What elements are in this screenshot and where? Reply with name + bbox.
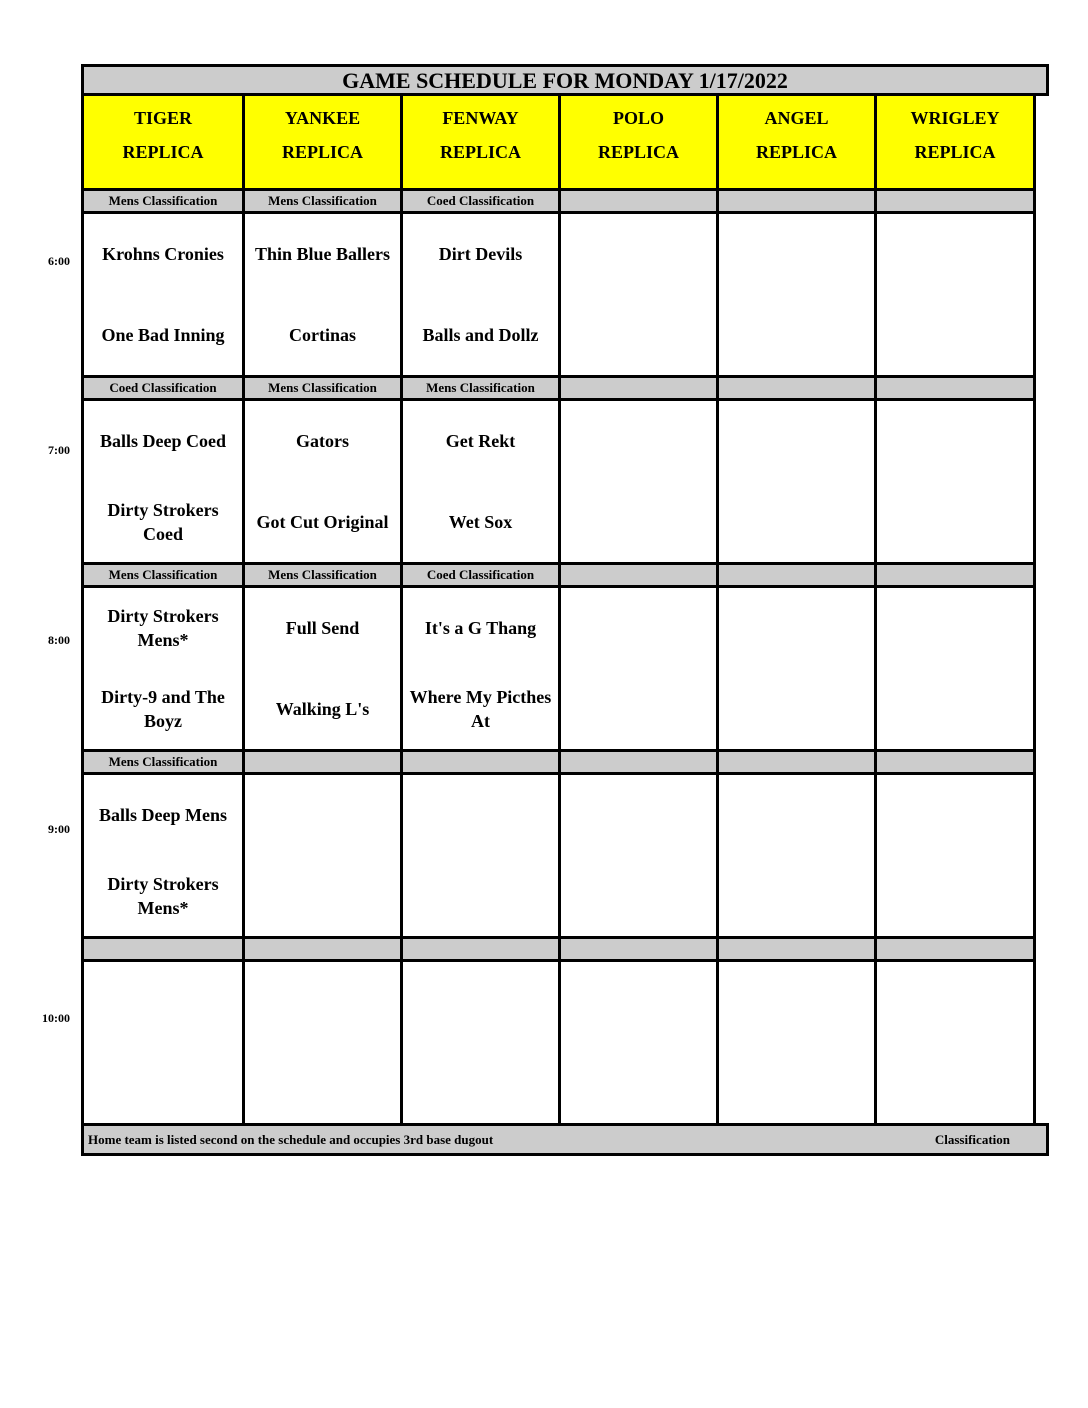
field-name: POLO [612, 108, 664, 128]
schedule-table [81, 64, 1049, 1156]
game-cell [242, 772, 403, 939]
home-team: Walking L's [275, 698, 370, 719]
game-cell [558, 398, 719, 565]
away-team [719, 588, 874, 669]
time-label: 10:00 [42, 1011, 70, 1025]
game-cell [81, 398, 245, 565]
footer-classification: Classification [934, 1132, 1010, 1147]
home-team [877, 669, 1033, 750]
home-team [719, 295, 874, 376]
away-team: Full Send [285, 618, 360, 639]
home-team [561, 1043, 716, 1124]
away-team [719, 775, 874, 856]
game-cell [716, 772, 877, 939]
games-row [81, 962, 1049, 1126]
field-header-tiger [81, 93, 245, 191]
field-header-row [81, 96, 1049, 191]
field-name: YANKEE [284, 108, 361, 128]
game-cell [81, 772, 245, 939]
home-team: Where My Picthes At [409, 686, 552, 731]
game-cell [874, 585, 1036, 752]
home-team: One Bad Inning [101, 324, 225, 345]
home-team [561, 482, 716, 563]
home-team [877, 1043, 1033, 1124]
game-cell [81, 959, 245, 1126]
game-cell [558, 959, 719, 1126]
away-team [245, 962, 400, 1043]
schedule-title: GAME SCHEDULE FOR MONDAY 1/17/2022 [81, 64, 1049, 96]
classification-cell: Mens Classification [242, 375, 403, 401]
field-header-polo [558, 93, 719, 191]
classification-cell: Mens Classification [242, 562, 403, 588]
away-team [561, 401, 716, 482]
field-subtitle: REPLICA [914, 142, 996, 162]
away-team [877, 401, 1033, 482]
game-cell [81, 585, 245, 752]
classification-cell: Mens Classification [400, 375, 561, 401]
home-team [877, 856, 1033, 937]
game-cell [81, 211, 245, 378]
home-team: Dirty-9 and The Boyz [101, 686, 225, 731]
game-cell [558, 585, 719, 752]
game-cell [400, 585, 561, 752]
away-team [561, 962, 716, 1043]
home-team [719, 482, 874, 563]
away-team [877, 588, 1033, 669]
home-team: Got Cut Original [256, 511, 389, 532]
home-team [403, 856, 558, 937]
game-cell [874, 211, 1036, 378]
classification-cell: Coed Classification [81, 375, 245, 401]
home-team: Balls and Dollz [422, 324, 539, 345]
away-team [561, 214, 716, 295]
away-team [561, 588, 716, 669]
home-team [877, 482, 1033, 563]
time-label: 9:00 [48, 822, 70, 836]
field-name: FENWAY [442, 108, 519, 128]
away-team: Thin Blue Ballers [254, 244, 391, 265]
home-team [877, 295, 1033, 376]
away-team: Krohns Cronies [102, 244, 224, 265]
away-team: Dirty Strokers Mens* [107, 606, 219, 651]
game-cell [400, 211, 561, 378]
home-team [561, 295, 716, 376]
classification-cell: Coed Classification [400, 188, 561, 214]
time-label: 7:00 [48, 443, 70, 457]
schedule-footer [81, 1123, 1049, 1156]
games-row [81, 588, 1049, 752]
field-subtitle: REPLICA [281, 142, 363, 162]
time-slots [81, 191, 1049, 1126]
away-team [403, 775, 558, 856]
home-team [403, 1043, 558, 1124]
away-team [84, 962, 242, 1043]
game-cell [242, 398, 403, 565]
field-header-yankee [242, 93, 403, 191]
home-team [719, 1043, 874, 1124]
game-cell [400, 959, 561, 1126]
game-cell [558, 772, 719, 939]
home-team: Dirty Strokers Mens* [107, 873, 219, 918]
away-team: Dirt Devils [438, 244, 523, 265]
home-team: Cortinas [289, 324, 356, 345]
home-team [561, 856, 716, 937]
away-team: Gators [296, 431, 349, 452]
game-cell [400, 398, 561, 565]
home-team [719, 856, 874, 937]
field-subtitle: REPLICA [439, 142, 521, 162]
game-cell [242, 959, 403, 1126]
home-team: Dirty Strokers Coed [107, 499, 219, 544]
away-team [403, 962, 558, 1043]
game-cell [242, 211, 403, 378]
field-header-wrigley [874, 93, 1036, 191]
home-team-note: Home team is listed second on the schedule and occupies 3rd base dugout [88, 1132, 494, 1147]
away-team [561, 775, 716, 856]
game-cell [716, 959, 877, 1126]
home-team [245, 1043, 400, 1124]
classification-cell: Mens Classification [81, 188, 245, 214]
home-team [561, 669, 716, 750]
away-team: It's a G Thang [424, 618, 537, 639]
away-team: Balls Deep Coed [100, 431, 226, 452]
home-team [245, 856, 400, 937]
games-row [81, 401, 1049, 565]
field-header-angel [716, 93, 877, 191]
away-team [719, 401, 874, 482]
field-name: TIGER [133, 108, 193, 128]
field-subtitle: REPLICA [597, 142, 679, 162]
classification-cell: Coed Classification [400, 562, 561, 588]
away-team [245, 775, 400, 856]
game-cell [874, 398, 1036, 565]
home-team: Wet Sox [448, 511, 513, 532]
games-row [81, 214, 1049, 378]
away-team: Balls Deep Mens [99, 805, 227, 826]
game-cell [874, 959, 1036, 1126]
home-team [84, 1043, 242, 1124]
field-name: ANGEL [764, 108, 829, 128]
field-subtitle: REPLICA [122, 142, 204, 162]
home-team [719, 669, 874, 750]
away-team [719, 214, 874, 295]
games-row [81, 775, 1049, 939]
game-cell [716, 585, 877, 752]
game-cell [558, 211, 719, 378]
away-team [877, 962, 1033, 1043]
classification-cell: Mens Classification [81, 749, 245, 775]
game-cell [242, 585, 403, 752]
time-label: 8:00 [48, 633, 70, 647]
field-header-fenway [400, 93, 561, 191]
field-subtitle: REPLICA [755, 142, 837, 162]
away-team [719, 962, 874, 1043]
classification-cell: Mens Classification [242, 188, 403, 214]
game-cell [874, 772, 1036, 939]
time-label: 6:00 [48, 254, 70, 268]
field-name: WRIGLEY [910, 108, 1000, 128]
game-cell [716, 398, 877, 565]
away-team: Get Rekt [445, 431, 516, 452]
away-team [877, 775, 1033, 856]
game-cell [400, 772, 561, 939]
classification-cell: Mens Classification [81, 562, 245, 588]
game-cell [716, 211, 877, 378]
away-team [877, 214, 1033, 295]
time-column [0, 0, 81, 1408]
